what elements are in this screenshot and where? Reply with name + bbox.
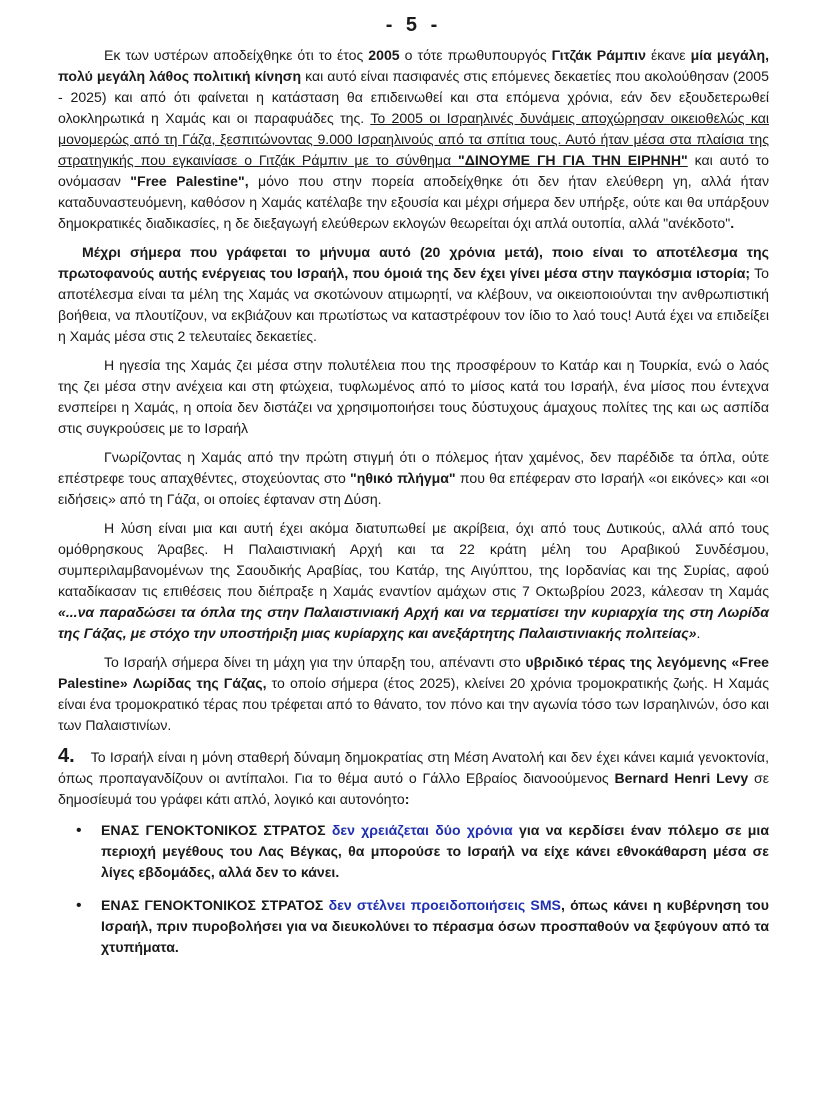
bullet-list [58, 820, 769, 958]
bullet-highlight: δεν χρειάζεται δύο χρόνια [331, 822, 513, 838]
text-run: και αυτό είναι πασιφανές στις επόμενες δεκαετίες που ακολούθησαν (2005 - 2025) και από ότι φαίνεται η κατάσταση θα επιδεινωθεί και στα επόμενα χρόνια, εάν δεν εξουδετερωθεί ολοκληρωτικά η Χαμάς και οι παραφυάδες της. [58, 68, 769, 126]
moral-blow-term: "ηθικό πλήγμα" [350, 470, 456, 486]
text-run: που θα επέφεραν στο Ισραήλ «οι εικόνες» και «οι ειδήσεις» από τη Γάζα, οι οποίες έφταναν στη Δύση. [58, 470, 770, 507]
bullet-lead: ΕΝΑΣ ΓΕΝΟΚΤΟΝΙΚΟΣ ΣΤΡΑΤΟΣ [101, 897, 329, 913]
text-run: ο τότε πρωθυπουργός [399, 47, 552, 63]
text-run: και αυτό το ονόμασαν [58, 152, 769, 189]
underlined-passage: Το 2005 οι Ισραηλινές δυνάμεις αποχώρησαν οικειοθελώς και μονομερώς από τη Γάζα, ξεσπιτώνοντας 9.000 Ισραηλινούς από τα σπίτια τους. Αυτό ήταν μέσα στα πλαίσια της στρατηγικής που εγκαινίασε ο Γιτζάκ Ράμπιν με το σύνθημα [58, 110, 770, 168]
text-run: Η λύση είναι μια και αυτή έχει ακόμα διατυπωθεί με ακρίβεια, όχι από τους Δυτικούς, αλλά από τους ομόθρησκους Άραβες. Η Παλαιστινιακή Αρχή και τα 22 κράτη μέλη του Αραβικού Συνδέσμου, συμπεριλαμβανομένων της Σαουδικής Αραβίας, του Κατάρ, της Αιγύπτου, της Ιορδανίας και της Συρίας, αφού καταδίκασαν τις επιθέσεις που διέπραξε η Χαμάς εναντίον αμάχων στις 7 Οκτωβρίου 2023, κάλεσαν τη Χαμάς [58, 520, 769, 599]
text-run: Το αποτέλεσμα είναι τα μέλη της Χαμάς να σκοτώνουν ατιμωρητί, να κλέβουν, να οικειοποιούνται την ανθρωπιστική βοήθεια, να πλουτίζουν, να εκβιάζουν και πρωτίστως να καταστρέφουν τον ίδιο το λαό τους! Αυτά έχει να επιδείξει η Χαμάς μέσα στις 2 τελευταίες δεκαετίες. [58, 265, 769, 344]
list-item [58, 820, 769, 883]
page-number: - 5 - [385, 14, 442, 36]
list-item [58, 895, 769, 958]
year-2005: 2005 [368, 47, 400, 63]
paragraph-2 [58, 242, 769, 347]
paragraph-3: Η ηγεσία της Χαμάς ζει μέσα στην πολυτέλεια που της προσφέρουν το Κατάρ και η Τουρκία, ενώ ο λαός της ζει μέσα στην ανέχεια και στη φτώχεια, τυφλωμένος από το μίσος κατά του Ισραήλ, ένα μίσος που έντεχνα ενσπείρει η Χαμάς, η οποία δεν διστάζει να χρησιμοποιήσει τους δύστυχους άμαχους πολίτες της και ως ασπίδα στις συγκρούσεις με το Ισραήλ [58, 357, 769, 436]
pm-name: Γιτζάκ Ράμπιν [551, 47, 646, 63]
section-number: 4. [58, 745, 75, 767]
hybrid-monster-phrase: υβριδικό τέρας της λεγόμενης «Free Palestine» Λωρίδας της Γάζας, [58, 654, 769, 691]
text-run: έκανε [645, 47, 691, 63]
author-name: Bernard Henri Levy [614, 770, 749, 786]
paragraph-6 [58, 652, 769, 736]
paragraph-1 [58, 45, 769, 234]
bullet-highlight: δεν στέλνει προειδοποιήσεις SMS [328, 897, 561, 913]
text-run: Εκ των υστέρων αποδείχθηκε ότι το έτος [104, 47, 369, 63]
bold-question: Μέχρι σήμερα που γράφεται το μήνυμα αυτό (20 χρόνια μετά), ποιο είναι το αποτέλεσμα της πρωτοφανούς αυτής ενέργειας του Ισραήλ, που όμοιά της δεν έχει γίνει μέσα στην παγκόσμια ιστορία; [58, 244, 769, 281]
free-palestine-term: "Free Palestine", [130, 173, 249, 189]
section-4-paragraph [58, 746, 769, 810]
arab-league-quote: «...να παραδώσει τα όπλα της στην Παλαιστινιακή Αρχή και να τερματίσει την κυριαρχία της στη Λωρίδα της Γάζας, με στόχο την υποστήριξη μιας κυρίαρχης και ανεξάρτητης Παλαιστινιακής πολιτείας» [58, 604, 769, 641]
text-run: το οποίο σήμερα (έτος 2025), κλείνει 20 χρόνια τρομοκρατικής ζωής. Η Χαμάς είναι ένα τρομοκρατικό τέρας που τρέφεται από το θάνατο, τον πόνο και την αγωνία τόσο των Ισραηλινών, όσο και των Παλαιστινίων. [58, 675, 769, 733]
big-mistake-phrase: μία μεγάλη, πολύ μεγάλη λάθος πολιτική κίνηση [58, 47, 770, 84]
paragraph-5 [58, 518, 769, 644]
slogan: "ΔΙΝΟΥΜΕ ΓΗ ΓΙΑ ΤΗΝ ΕΙΡΗΝΗ" [458, 152, 688, 168]
paragraph-4 [58, 447, 769, 510]
bullet-lead: ΕΝΑΣ ΓΕΝΟΚΤΟΝΙΚΟΣ ΣΤΡΑΤΟΣ [101, 822, 332, 838]
bullet-text: για να κερδίσει έναν πόλεμο σε μια περιοχή μεγέθους του Λας Βέγκας, θα μπορούσε το Ισραήλ να είχε κάνει εθνοκάθαρση μέσα σε λίγες εβδομάδες, αλλά δεν το κάνει. [101, 822, 769, 880]
period: . [696, 625, 701, 641]
text-run: Το Ισραήλ είναι η μόνη σταθερή δύναμη δημοκρατίας στη Μέση Ανατολή και δεν έχει κάνει καμιά γενοκτονία, όπως προπαγανδίζουν οι αντίπαλοι. Για το θέμα αυτό ο Γάλλο Εβραίος διανοούμενος [58, 749, 769, 786]
text-run: Το Ισραήλ σήμερα δίνει τη μάχη για την ύπαρξη του, απέναντι στο [104, 654, 526, 670]
colon: : [404, 791, 410, 807]
bullet-text: , όπως κάνει η κυβέρνηση του Ισραήλ, πριν πυροβολήσει για να διευκολύνει το πέρασμα όσων προσπαθούν να ξεφύγουν από τα χτυπήματα. [101, 897, 769, 955]
period: . [730, 215, 735, 231]
text-run: σε δημοσίευμά του γράφει κάτι απλό, λογικό και αυτονόητο [58, 770, 769, 807]
text-run: Γνωρίζοντας η Χαμάς από την πρώτη στιγμή ότι ο πόλεμος ήταν χαμένος, δεν παρέδιδε τα όπλα, ούτε επέστρεφε τους απαχθέντες, στοχεύοντας στο [58, 449, 769, 486]
text-run: μόνο που στην πορεία αποδείχθηκε ότι δεν ήταν ελεύθερη γη, αλλά ήταν καταδυναστευόμενη, καθόσον η Χαμάς κατέλαβε την εξουσία και μέχρι σήμερα δεν υπήρξε, ούτε και θα υπάρξουν δημοκρατικές διαδικασίες, η δε διεξαγωγή ελεύθερων εκλογών θεωρείται όχι απλά ουτοπία, αλλά "ανέκδοτο" [58, 173, 769, 231]
